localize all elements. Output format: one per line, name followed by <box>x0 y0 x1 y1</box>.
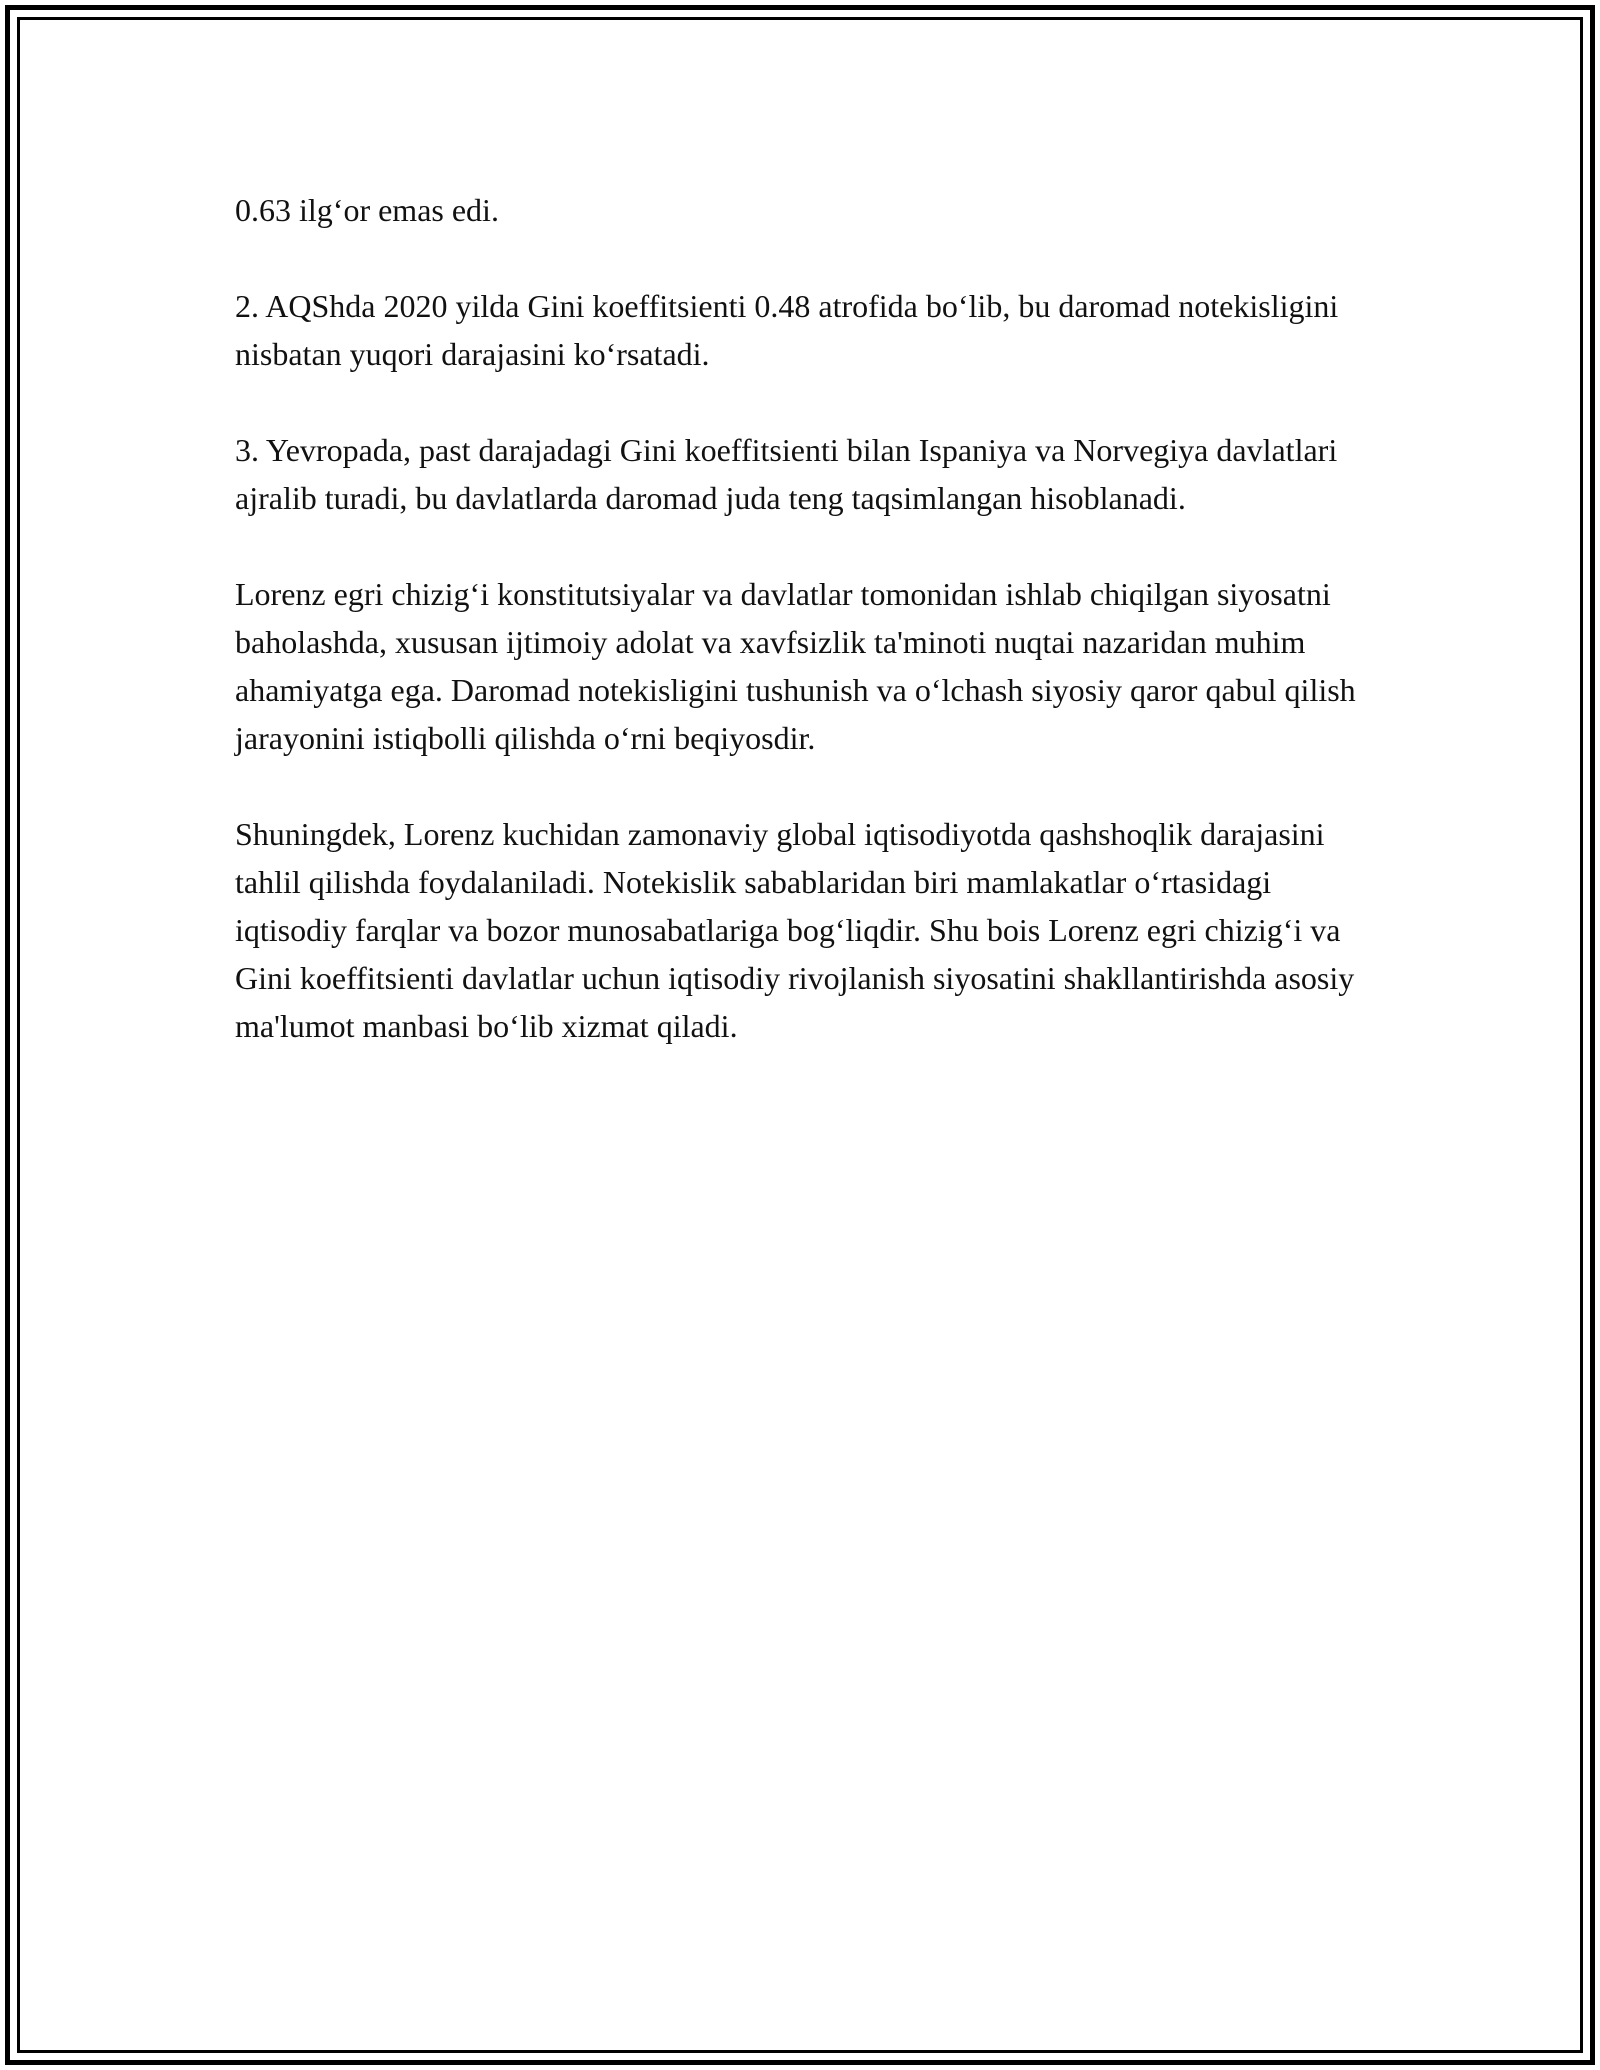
document-body <box>235 186 1375 1098</box>
paragraph-item-3: 3. Yevropada, past darajadagi Gini koeffitsienti bilan Ispaniya va Norvegiya davlatlari ajralib turadi, bu davlatlarda daromad juda teng taqsimlangan hisoblanadi. <box>235 432 1338 516</box>
paragraph-lorenz-poverty: Shuningdek, Lorenz kuchidan zamonaviy global iqtisodiyotda qashshoqlik darajasini tahlil qilishda foydalaniladi. Notekislik sabablaridan biri mamlakatlar o‘rtasidagi iqtisodiy farqlar va bozor munosabatlariga bog‘liqdir. Shu bois Lorenz egri chizig‘i va Gini koeffitsienti davlatlar uchun iqtisodiy rivojlanish siyosatini shakllantirishda asosiy ma'lumot manbasi bo‘lib xizmat qiladi. <box>235 816 1355 1044</box>
paragraph-continuation: 0.63 ilg‘or emas edi. <box>235 192 499 228</box>
paragraph-lorenz-policy: Lorenz egri chizig‘i konstitutsiyalar va davlatlar tomonidan ishlab chiqilgan siyosatni baholashda, xususan ijtimoiy adolat va xavfsizlik ta'minoti nuqtai nazaridan muhim ahamiyatga ega. Daromad notekisligini tushunish va o‘lchash siyosiy qaror qabul qilish jarayonini istiqbolli qilishda o‘rni beqiyosdir. <box>235 576 1356 756</box>
paragraph-item-2: 2. AQShda 2020 yilda Gini koeffitsienti 0.48 atrofida bo‘lib, bu daromad notekisligini nisbatan yuqori darajasini ko‘rsatadi. <box>235 288 1339 372</box>
